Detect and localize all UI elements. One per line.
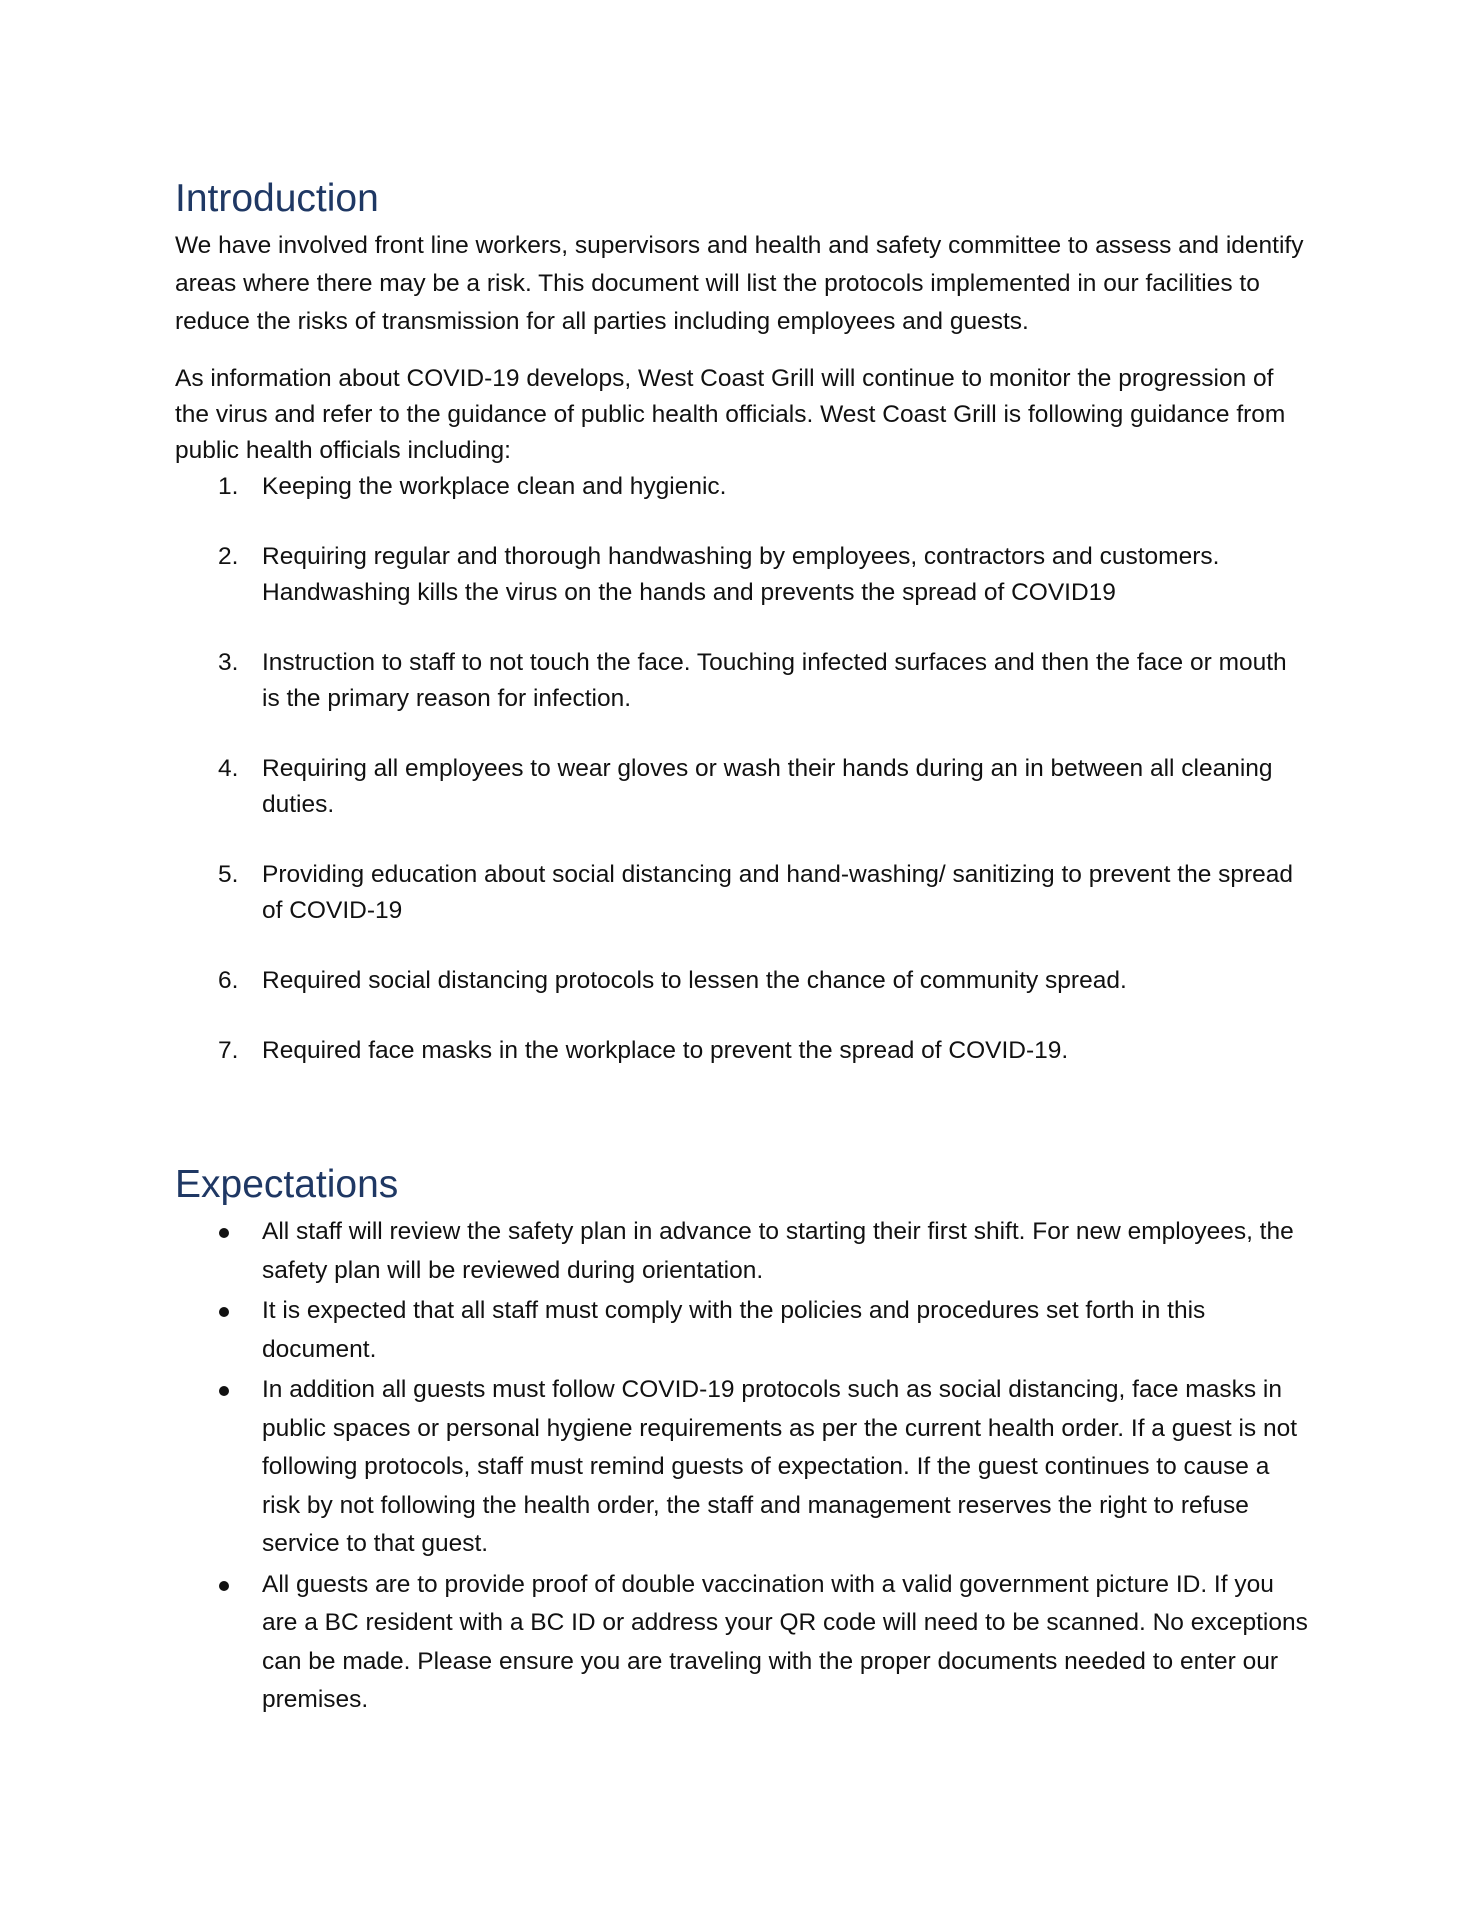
list-item xyxy=(175,469,1310,505)
expectations-list xyxy=(175,1213,1310,1720)
introduction-paragraph-2: As information about COVID-19 develops, West Coast Grill will continue to monitor the progression of the virus and refer to the guidance of public health officials. West Coast Grill is following guidance from public health officials including: xyxy=(175,365,1286,464)
list-item-text: All guests are to provide proof of double vaccination with a valid government picture ID. If you are a BC resident with a BC ID or address your QR code will need to be scanned. No exceptions can be made. Please ensure you are traveling with the proper documents needed to enter our premises. xyxy=(262,1570,1308,1713)
list-item-number: 7. xyxy=(218,1037,239,1064)
list-item-text: All staff will review the safety plan in advance to starting their first shift. For new employees, the safety plan will be reviewed during orientation. xyxy=(262,1218,1294,1284)
list-item-number: 1. xyxy=(218,473,239,500)
list-item-text: Requiring regular and thorough handwashing by employees, contractors and customers. Handwashing kills the virus on the hands and prevents the spread of COVID19 xyxy=(262,543,1220,606)
document-content xyxy=(175,175,1310,1722)
bullet-icon xyxy=(219,1228,229,1238)
list-item-text: Instruction to staff to not touch the face. Touching infected surfaces and then the face or mouth is the primary reason for infection. xyxy=(262,649,1287,712)
list-item-number: 6. xyxy=(218,967,239,994)
section-spacer xyxy=(175,1103,1310,1161)
list-item xyxy=(175,645,1310,717)
list-item xyxy=(175,1566,1310,1720)
list-item xyxy=(175,539,1310,611)
bullet-icon xyxy=(219,1307,229,1317)
bullet-icon xyxy=(219,1581,229,1591)
list-item-text: Required face masks in the workplace to prevent the spread of COVID-19. xyxy=(262,1037,1069,1064)
introduction-heading: Introduction xyxy=(175,177,379,220)
bullet-icon xyxy=(219,1386,229,1396)
list-item-number: 3. xyxy=(218,649,239,676)
expectations-heading: Expectations xyxy=(175,1163,399,1206)
list-item-text: Requiring all employees to wear gloves or wash their hands during an in between all cleaning duties. xyxy=(262,755,1273,818)
list-item xyxy=(175,857,1310,929)
list-item xyxy=(175,1292,1310,1369)
list-item-number: 4. xyxy=(218,755,239,782)
list-item-number: 2. xyxy=(218,543,239,570)
list-item-text: It is expected that all staff must comply with the policies and procedures set forth in this document. xyxy=(262,1297,1206,1363)
list-item-text: In addition all guests must follow COVID-19 protocols such as social distancing, face masks in public spaces or personal hygiene requirements as per the current health order. If a guest is not following protocols, staff must remind guests of expectation. If the guest continues to cause a risk by not following the health order, the staff and management reserves the right to refuse service to that guest. xyxy=(262,1376,1298,1557)
list-item xyxy=(175,963,1310,999)
list-item xyxy=(175,1033,1310,1069)
introduction-paragraph-1: We have involved front line workers, supervisors and health and safety committee to assess and identify areas where there may be a risk. This document will list the protocols implemented in our facilities to reduce the risks of transmission for all parties including employees and guests. xyxy=(175,232,1304,335)
list-item xyxy=(175,751,1310,823)
list-item xyxy=(175,1213,1310,1290)
list-item-text: Keeping the workplace clean and hygienic. xyxy=(262,473,727,500)
list-item xyxy=(175,1371,1310,1564)
list-item-text: Required social distancing protocols to lessen the chance of community spread. xyxy=(262,967,1127,994)
guidance-list xyxy=(175,469,1310,1069)
list-item-number: 5. xyxy=(218,861,239,888)
list-item-text: Providing education about social distancing and hand-washing/ sanitizing to prevent the spread of COVID-19 xyxy=(262,861,1294,924)
